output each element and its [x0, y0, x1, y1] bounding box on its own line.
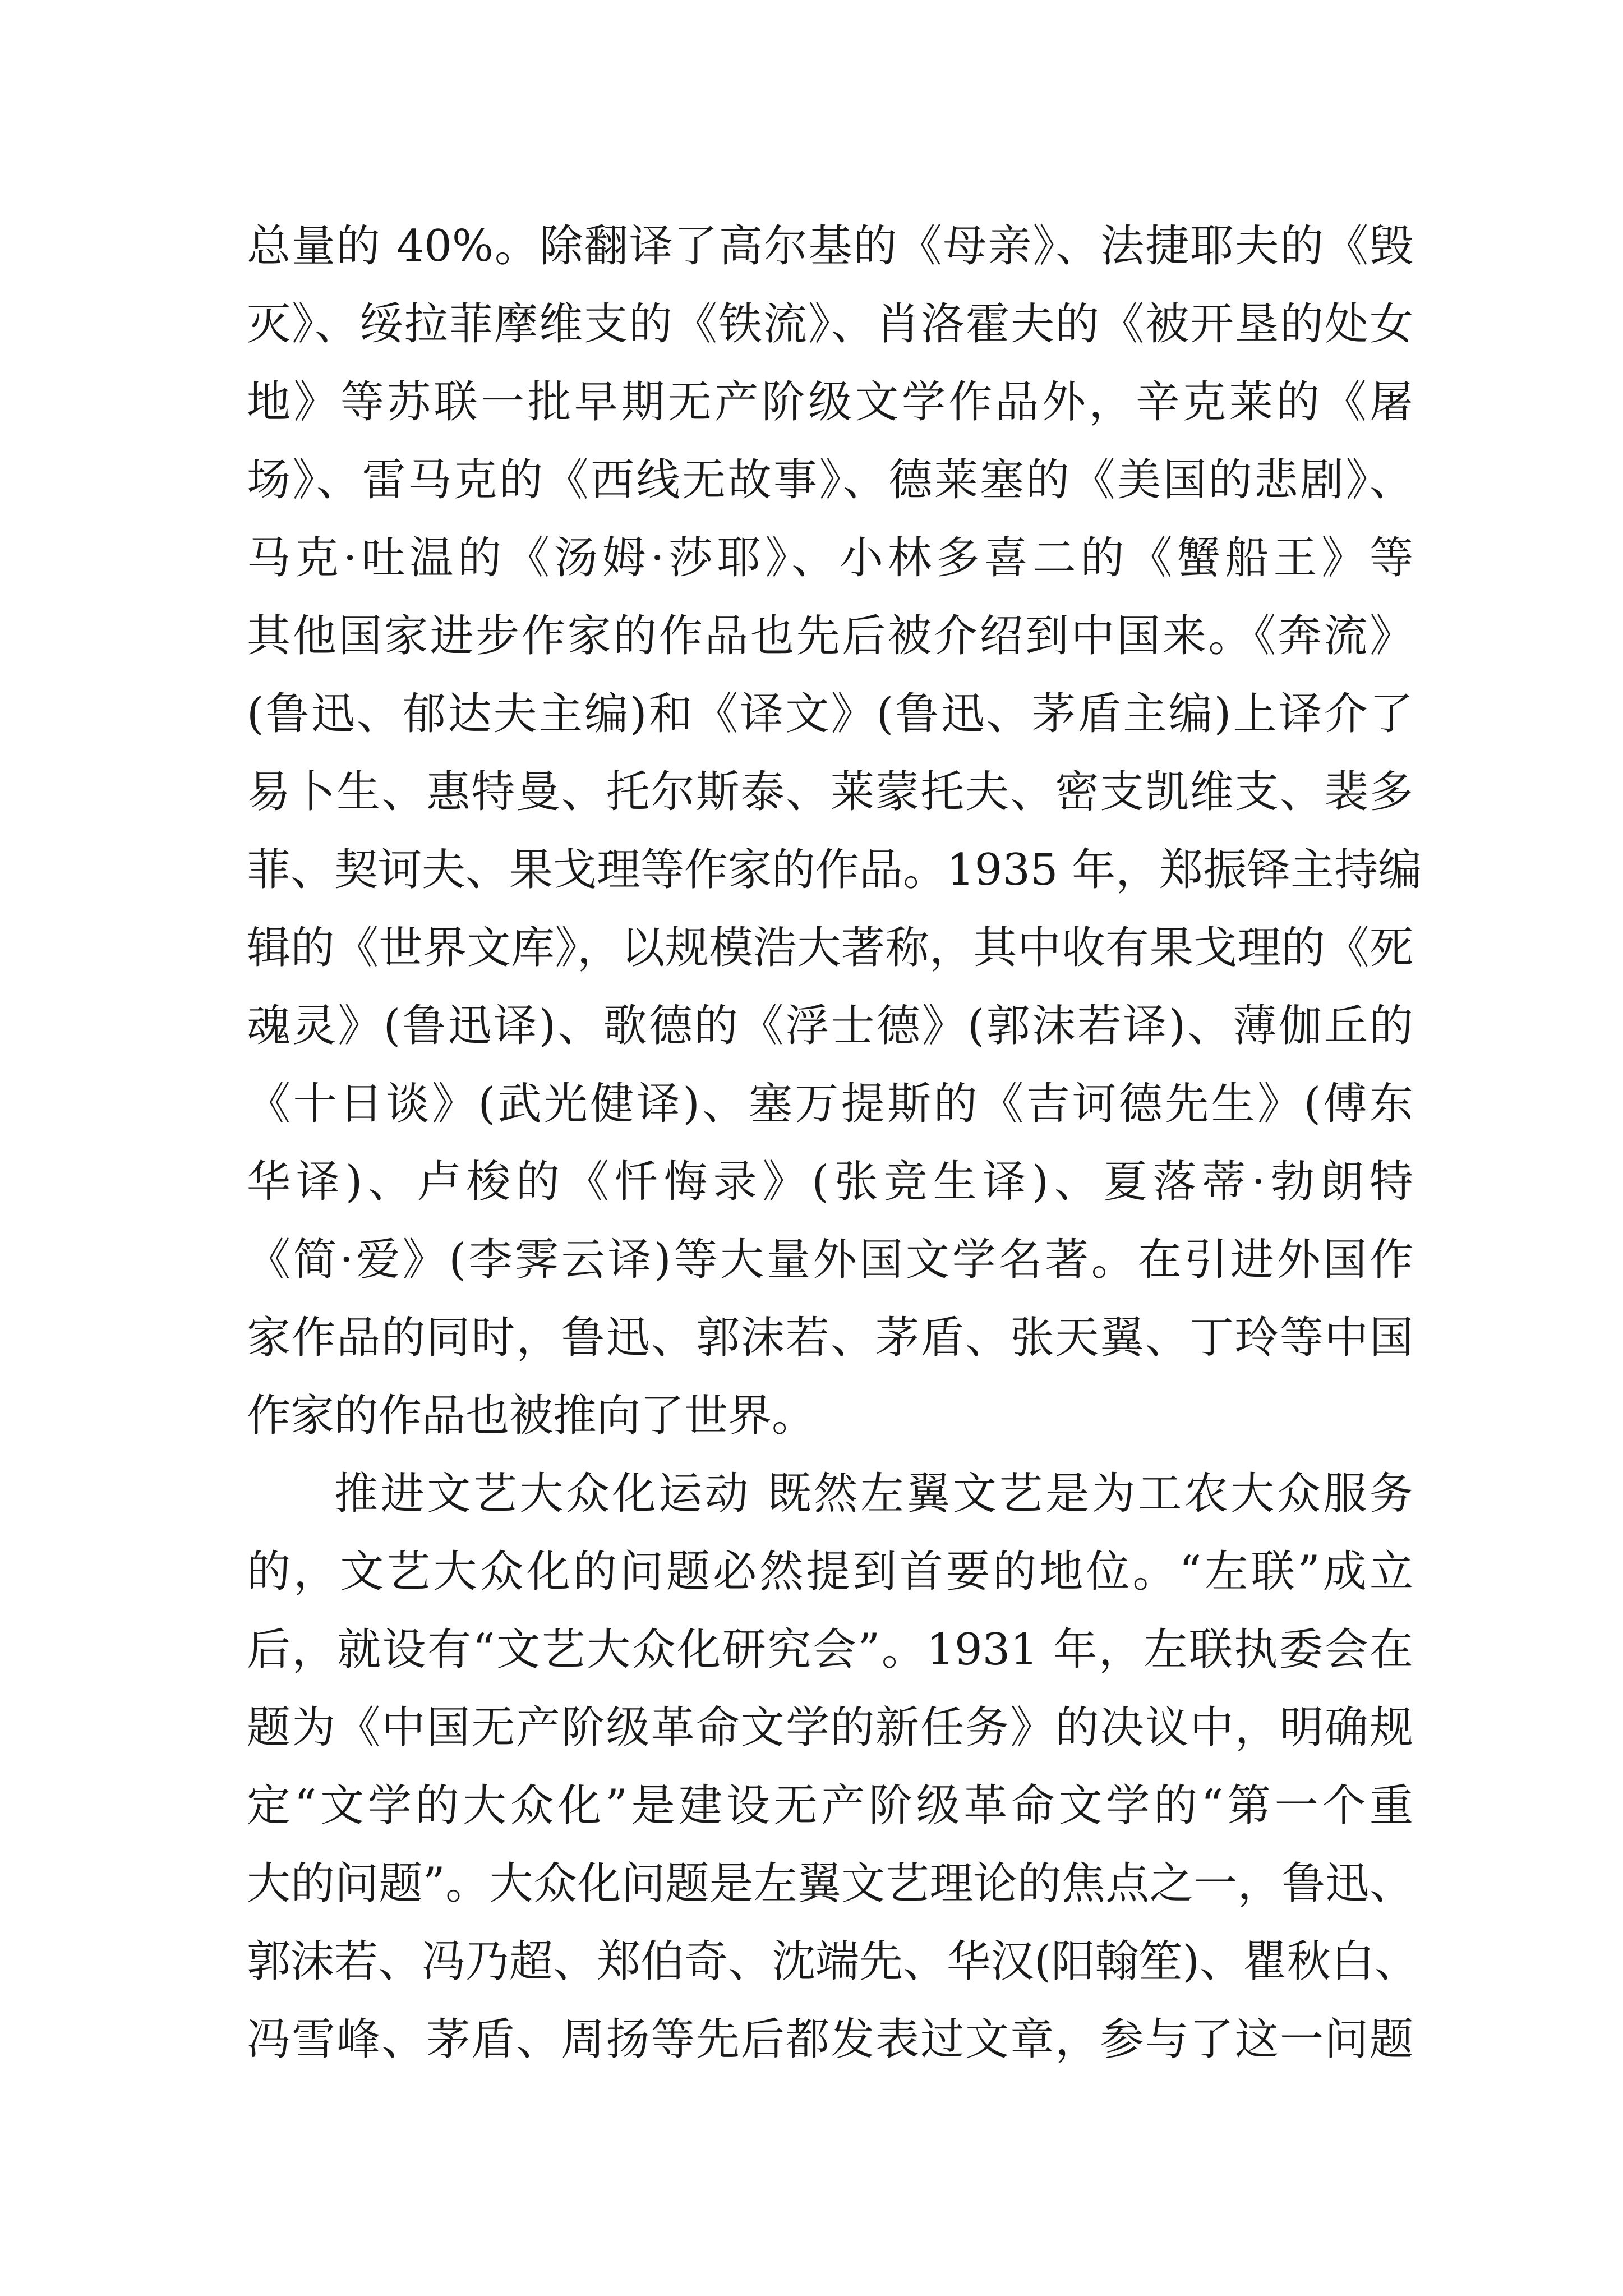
- text-line: 地》等苏联一批早期无产阶级文学作品外，辛克莱的《屠: [247, 377, 1413, 427]
- text-line: 后，就设有“文艺大众化研究会”。1931 年，左联执委会在: [247, 1625, 1413, 1675]
- text-line: 马克·吐温的《汤姆·莎耶》、小林多喜二的《蟹船王》等: [247, 533, 1413, 583]
- text-line: 华译)、卢梭的《忏悔录》(张竞生译)、夏落蒂·勃朗特: [247, 1157, 1413, 1207]
- text-line: 定“文学的大众化”是建设无产阶级革命文学的“第一个重: [247, 1780, 1413, 1831]
- text-line: 冯雪峰、茅盾、周扬等先后都发表过文章，参与了这一问题: [247, 2014, 1413, 2065]
- text-line: 总量的 40%。除翻译了高尔基的《母亲》、法捷耶夫的《毁: [247, 221, 1413, 272]
- text-line: 题为《中国无产阶级革命文学的新任务》的决议中，明确规: [247, 1703, 1413, 1753]
- text-line: 作家的作品也被推向了世界。: [247, 1391, 816, 1441]
- text-line: (鲁迅、郁达夫主编)和《译文》(鲁迅、茅盾主编)上译介了: [247, 689, 1413, 739]
- text-line: 家作品的同时，鲁迅、郭沫若、茅盾、张天翼、丁玲等中国: [247, 1313, 1413, 1363]
- text-line: 易卜生、惠特曼、托尔斯泰、莱蒙托夫、密支凯维支、裴多: [247, 767, 1413, 817]
- text-line: 魂灵》(鲁迅译)、歌德的《浮士德》(郭沫若译)、薄伽丘的: [247, 1001, 1413, 1051]
- paragraph-first-line: 推进文艺大众化运动 既然左翼文艺是为工农大众服务: [334, 1469, 1413, 1519]
- text-line: 的，文艺大众化的问题必然提到首要的地位。“左联”成立: [247, 1547, 1413, 1597]
- text-line: 《简·爱》(李霁云译)等大量外国文学名著。在引进外国作: [247, 1235, 1413, 1285]
- text-line: 郭沫若、冯乃超、郑伯奇、沈端先、华汉(阳翰笙)、瞿秋白、: [247, 1936, 1418, 1987]
- text-line: 其他国家进步作家的作品也先后被介绍到中国来。《奔流》: [247, 611, 1413, 661]
- text-line: 菲、契诃夫、果戈理等作家的作品。1935 年，郑振铎主持编: [247, 845, 1422, 895]
- text-line: 《十日谈》(武光健译)、塞万提斯的《吉诃德先生》(傅东: [247, 1079, 1413, 1129]
- body-text: [247, 208, 1422, 2079]
- text-line: 辑的《世界文库》，以规模浩大著称，其中收有果戈理的《死: [247, 923, 1413, 973]
- text-line: 场》、雷马克的《西线无故事》、德莱塞的《美国的悲剧》、: [247, 455, 1413, 505]
- text-line: 灭》、绥拉菲摩维支的《铁流》、肖洛霍夫的《被开垦的处女: [247, 299, 1413, 349]
- text-line: 大的问题”。大众化问题是左翼文艺理论的焦点之一，鲁迅、: [247, 1858, 1413, 1909]
